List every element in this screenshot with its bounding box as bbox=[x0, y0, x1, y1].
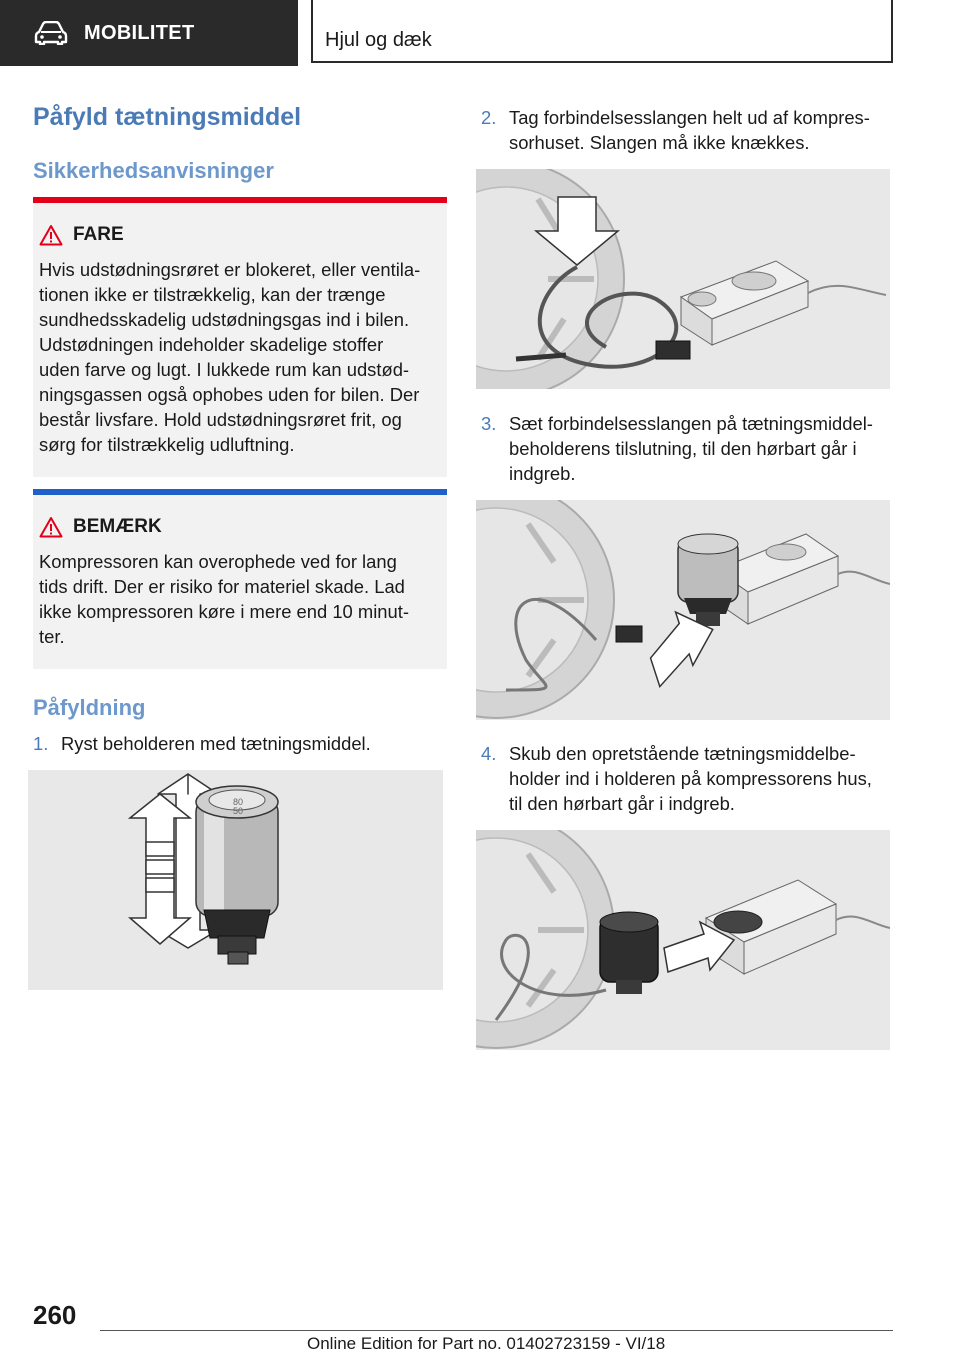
sealant-bottle bbox=[600, 912, 658, 994]
step-4: 4. Skub den opretstående tætningsmiddelbe- holder ind i holderen på kompressorens hus, til den hørbart går i indgreb. bbox=[481, 743, 872, 814]
warning-triangle-icon bbox=[39, 516, 63, 538]
compressor bbox=[681, 261, 886, 345]
footer-divider bbox=[100, 1330, 893, 1331]
step-1: 1. Ryst beholderen med tætningsmiddel. bbox=[33, 733, 371, 754]
hose-connector bbox=[656, 341, 690, 359]
svg-text:80: 80 bbox=[232, 797, 244, 807]
notice-text: Kompressoren kan overophede ved for lang tids drift. Der er risiko for materiel skade. Lad ikke kompressoren køre i mere end 10 minut- ter. bbox=[39, 551, 409, 647]
footer-edition: Online Edition for Part no. 01402723159 - VI/18 bbox=[307, 1334, 666, 1353]
svg-text:50: 50 bbox=[232, 806, 244, 816]
compressor bbox=[706, 880, 890, 974]
notice-label: BEMÆRK bbox=[73, 516, 162, 537]
section-heading: Sikkerhedsanvisninger bbox=[33, 158, 274, 183]
danger-label: FARE bbox=[73, 224, 124, 245]
step-3: 3. Sæt forbindelsesslangen på tætningsmiddel- beholderens tilslutning, til den hørbart går i indgreb. bbox=[481, 413, 873, 484]
car-icon bbox=[34, 21, 68, 45]
notice-title bbox=[39, 516, 162, 538]
figure-insert-bottle bbox=[476, 830, 890, 1050]
danger-text: Hvis udstødningsrøret er blokeret, eller ventila- tionen ikke er tilstrækkelig, kan der trænge sundhedsskadelig udstødningsgas ind i bilen. Udstødningen indeholder skadelige stoffer uden farve og lugt. I lukkede rum kan udstød- ningsgassen også ophobes uden for bilen. Der består livsfare. Hold udstødningsrøret frit, og sørg for tilstrækkelig udluftning. bbox=[39, 259, 421, 455]
figure-remove-hose bbox=[476, 169, 890, 389]
compressor bbox=[716, 534, 890, 624]
hose-connector bbox=[616, 626, 642, 642]
page-number: 260 bbox=[33, 1300, 77, 1330]
sealant-bottle bbox=[196, 786, 278, 964]
chapter-header bbox=[311, 0, 893, 63]
figure-connect-hose bbox=[476, 500, 890, 720]
step-2: 2. Tag forbindelsesslangen helt ud af kompres- sorhuset. Slangen må ikke knækkes. bbox=[481, 107, 870, 153]
notice-box bbox=[33, 489, 447, 669]
warning-triangle-icon bbox=[39, 224, 63, 246]
danger-title bbox=[39, 224, 124, 246]
danger-box bbox=[33, 197, 447, 477]
figure-shake-bottle bbox=[28, 770, 443, 990]
danger-bar bbox=[33, 197, 447, 203]
filling-heading: Påfyldning bbox=[33, 695, 146, 720]
section-label: MOBILITET bbox=[84, 21, 195, 44]
notice-bar bbox=[33, 489, 447, 495]
chapter-title: Hjul og dæk bbox=[325, 29, 432, 51]
chapter-tab bbox=[0, 0, 298, 66]
sealant-bottle bbox=[678, 534, 738, 626]
page-title: Påfyld tætningsmiddel bbox=[33, 103, 302, 131]
